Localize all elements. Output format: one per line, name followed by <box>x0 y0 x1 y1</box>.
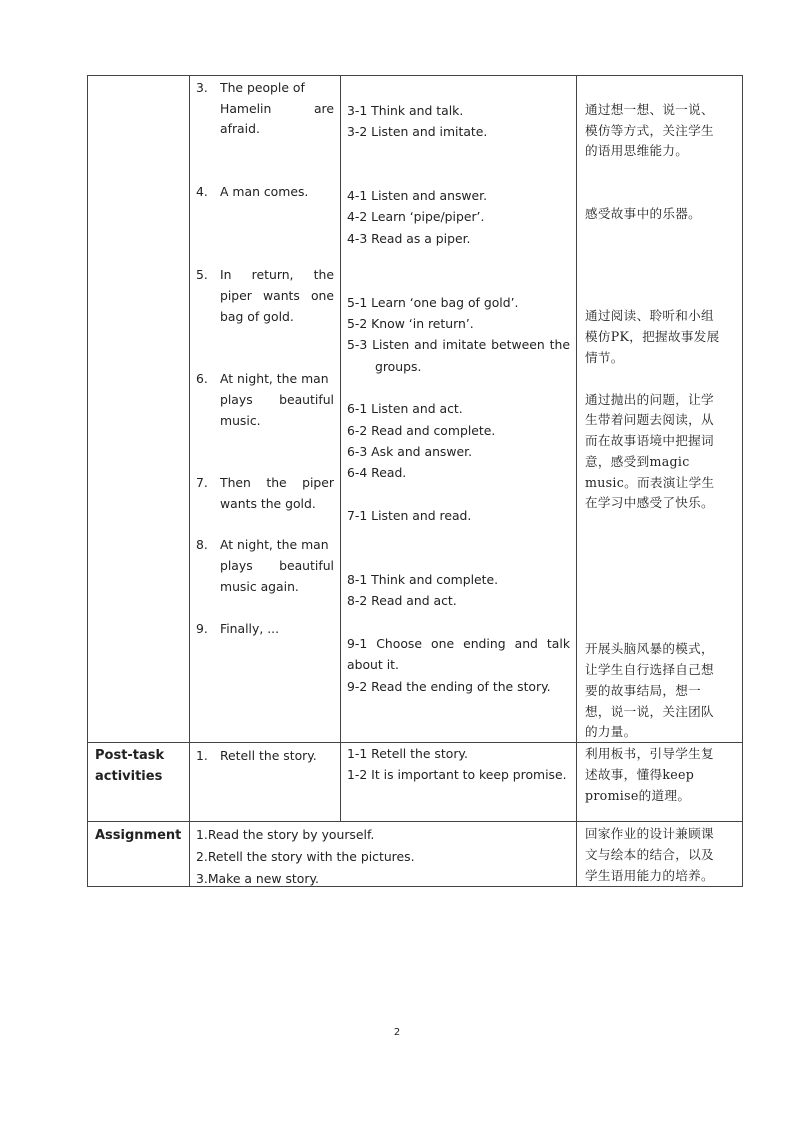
step-text: Hamelin are <box>220 101 334 116</box>
purpose-line: 回家作业的设计兼顾课 <box>585 826 714 841</box>
step-text: music again. <box>220 579 299 594</box>
activity-line: 1-1 Retell the story. <box>347 746 468 761</box>
step-text: plays beautiful <box>220 392 334 407</box>
activity-line: 7-1 Listen and read. <box>347 508 472 523</box>
purpose-line: 感受故事中的乐器。 <box>585 206 702 221</box>
purpose-line: 而在故事语境中把握词 <box>585 433 714 448</box>
activity-line: 6-3 Ask and answer. <box>347 444 473 459</box>
step-text: Retell the story. <box>220 748 317 763</box>
step-text: In return, the <box>220 267 334 282</box>
activity-line: 8-2 Read and act. <box>347 593 457 608</box>
step-text: piper wants one <box>220 288 334 303</box>
step-text: Then the piper <box>220 475 334 490</box>
purpose-line: 让学生自行选择自己想 <box>585 662 714 677</box>
stage-label-assignment: Assignment <box>95 828 182 843</box>
activity-line: 9-1 Choose one ending and talk <box>347 636 570 651</box>
step-number: 1. <box>196 748 208 763</box>
assignment-item: 2.Retell the story with the pictures. <box>196 849 415 864</box>
step-number: 6. <box>196 371 208 386</box>
step-text: afraid. <box>220 121 260 136</box>
purpose-line: 模仿PK，把握故事发展 <box>585 329 720 344</box>
activity-line: 6-4 Read. <box>347 465 407 480</box>
purpose-line: 要的故事结局，想一 <box>585 683 702 698</box>
activity-line: 6-1 Listen and act. <box>347 401 463 416</box>
table-border-left <box>87 75 88 887</box>
step-text: wants the gold. <box>220 496 316 511</box>
step-number: 5. <box>196 267 208 282</box>
purpose-line: 情节。 <box>585 350 624 365</box>
row-divider-assignment <box>87 821 743 822</box>
purpose-line: 学生语用能力的培养。 <box>585 868 714 883</box>
purpose-line: 利用板书，引导学生复 <box>585 746 714 761</box>
activity-line: 9-2 Read the ending of the story. <box>347 679 551 694</box>
activity-line: 5-2 Know ‘in return’. <box>347 316 474 331</box>
step-text: The people of <box>220 80 305 95</box>
activity-line: 3-2 Listen and imitate. <box>347 124 488 139</box>
purpose-line: 生带着问题去阅读，从 <box>585 412 714 427</box>
step-text: bag of gold. <box>220 309 294 324</box>
step-number: 7. <box>196 475 208 490</box>
purpose-line: music。而表演让学生 <box>585 475 715 490</box>
page-number: 2 <box>393 1027 401 1038</box>
step-text: plays beautiful <box>220 558 334 573</box>
activity-line: 8-1 Think and complete. <box>347 572 499 587</box>
step-number: 4. <box>196 184 208 199</box>
activity-line: 5-1 Learn ‘one bag of gold’. <box>347 295 519 310</box>
table-border-bottom <box>87 886 743 887</box>
stage-label-post-task: activities <box>95 769 163 784</box>
purpose-line: 通过阅读、聆听和小组 <box>585 308 714 323</box>
step-number: 9. <box>196 621 208 636</box>
activity-line: about it. <box>347 657 399 672</box>
purpose-line: 通过抛出的问题，让学 <box>585 392 714 407</box>
column-divider-3 <box>576 75 577 887</box>
activity-line: 4-1 Listen and answer. <box>347 188 488 203</box>
step-text: Finally, ... <box>220 621 280 636</box>
purpose-line: 模仿等方式，关注学生 <box>585 123 714 138</box>
step-text: At night, the man <box>220 371 329 386</box>
assignment-item: 3.Make a new story. <box>196 871 319 886</box>
step-text: At night, the man <box>220 537 329 552</box>
assignment-item: 1.Read the story by yourself. <box>196 827 375 842</box>
activity-line: 1-2 It is important to keep promise. <box>347 767 567 782</box>
step-text: music. <box>220 413 261 428</box>
purpose-line: 意，感受到magic <box>585 454 690 469</box>
purpose-line: 通过想一想、说一说、 <box>585 102 714 117</box>
activity-line: 5-3 Listen and imitate between the <box>347 337 570 352</box>
stage-label-post-task: Post-task <box>95 748 165 763</box>
purpose-line: 述故事，懂得keep <box>585 767 695 782</box>
table-border-right <box>742 75 743 887</box>
activity-line: 6-2 Read and complete. <box>347 423 496 438</box>
table-border-top <box>87 75 743 76</box>
step-text: A man comes. <box>220 184 309 199</box>
purpose-line: 开展头脑风暴的模式， <box>585 641 714 656</box>
step-number: 3. <box>196 80 208 95</box>
purpose-line: promise的道理。 <box>585 788 691 803</box>
step-number: 8. <box>196 537 208 552</box>
column-divider-2 <box>340 75 341 822</box>
activity-line: groups. <box>375 359 422 374</box>
activity-line: 3-1 Think and talk. <box>347 103 464 118</box>
purpose-line: 文与绘本的结合，以及 <box>585 847 714 862</box>
activity-line: 4-2 Learn ‘pipe/piper’. <box>347 209 485 224</box>
purpose-line: 想，说一说，关注团队 <box>585 704 714 719</box>
column-divider-1 <box>189 75 190 887</box>
activity-line: 4-3 Read as a piper. <box>347 231 471 246</box>
purpose-line: 的语用思维能力。 <box>585 143 689 158</box>
purpose-line: 的力量。 <box>585 724 637 739</box>
purpose-line: 在学习中感受了快乐。 <box>585 495 714 510</box>
